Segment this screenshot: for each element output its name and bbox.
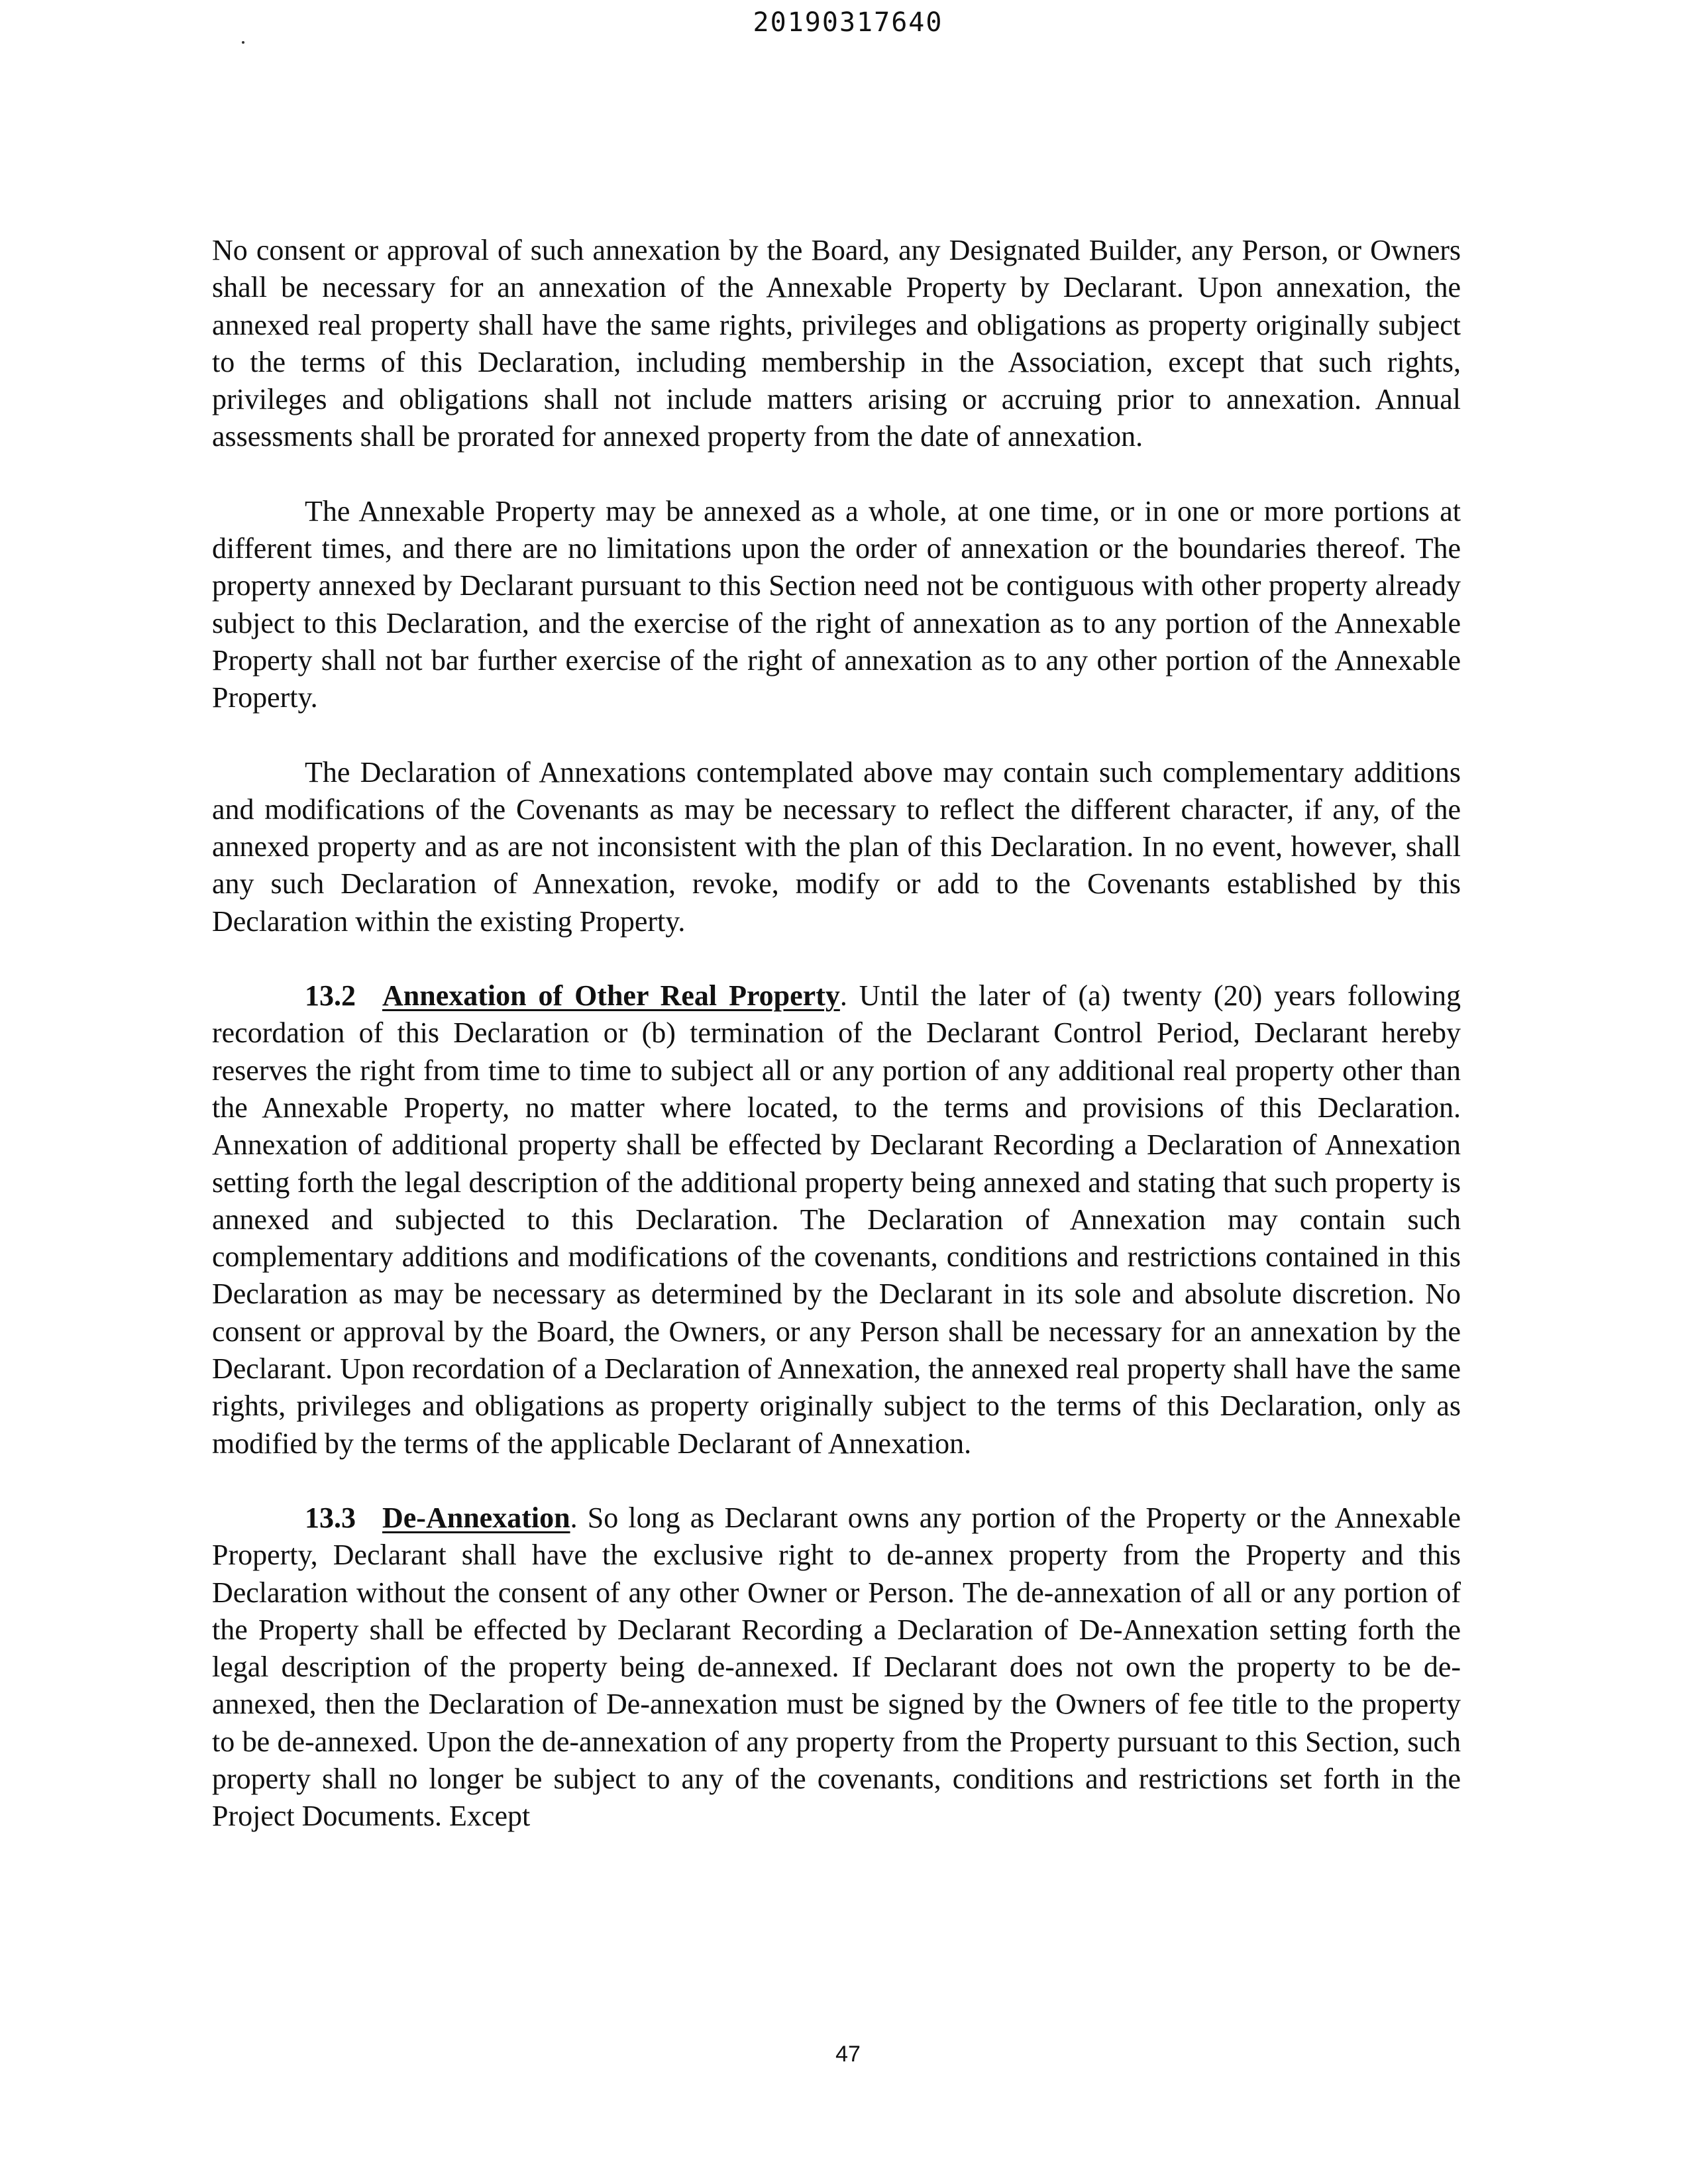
paragraph-declaration-of-annexations: The Declaration of Annexations contemplated above may contain such complementary additions and modifications of the Covenants as may be necessary to reflect the different character, if any, of the annexed property and as are not inconsistent with the plan of this Declaration. In no event, however, shall any such Declaration of Annexation, revoke, modify or add to the Covenants established by this Declaration within the existing Property. bbox=[212, 755, 1461, 938]
section-13-3-number: 13.3 bbox=[305, 1501, 356, 1534]
document-number: 20190317640 bbox=[753, 7, 943, 38]
page-number: 47 bbox=[835, 2042, 861, 2067]
paragraph-annexation-consent: No consent or approval of such annexation by the Board, any Designated Builder, any Person, or Owners shall be necessary for an annexation of the Annexable Property by Declarant. Upon annexation, the annexed real property shall have the same rights, privileges and obligations as property originally subject to the terms of this Declaration, including membership in the Association, except that such rights, privileges and obligations shall not include matters arising or accruing prior to annexation. Annual assessments shall be prorated for annexed property from the date of annexation. bbox=[212, 234, 1461, 453]
section-13-2-title: Annexation of Other Real Property bbox=[382, 979, 840, 1012]
section-13-2 bbox=[212, 977, 1461, 1462]
section-13-2-text: . Until the later of (a) twenty (20) years following recordation of this Declaration or (b) termination of the Declarant Control Period, Declarant hereby reserves the right from time to time to subject all or any portion of any additional real property other than the Annexable Property, no matter where located, to the terms and provisions of this Declaration. Annexation of additional property shall be effected by Declarant Recording a Declaration of Annexation setting forth the legal description of the additional property being annexed and stating that such property is annexed and subjected to this Declaration. The Declaration of Annexation may contain such complementary additions and modifications of the covenants, conditions and restrictions contained in this Declaration as may be necessary as determined by the Declarant in its sole and absolute discretion. No consent or approval by the Board, the Owners, or any Person shall be necessary for an annexation by the Declarant. Upon recordation of a Declaration of Annexation, the annexed real property shall have the same rights, privileges and obligations as property originally subject to the terms of this Declaration, only as modified by the terms of the applicable Declarant of Annexation. bbox=[212, 979, 1461, 1460]
section-13-3-text: . So long as Declarant owns any portion of the Property or the Annexable Property, Declarant shall have the exclusive right to de-annex property from the Property and this Declaration without the consent of any other Owner or Person. The de-annexation of all or any portion of the Property shall be effected by Declarant Recording a Declaration of De-Annexation setting forth the legal description of the property being de-annexed. If Declarant does not own the property to be de-annexed, then the Declaration of De-annexation must be signed by the Owners of fee title to the property to be de-annexed. Upon the de-annexation of any property from the Property pursuant to this Section, such property shall no longer be subject to any of the covenants, conditions and restrictions set forth in the Project Documents. Except bbox=[212, 1501, 1461, 1833]
document-body bbox=[212, 232, 1461, 1873]
section-13-3-title: De-Annexation bbox=[382, 1501, 570, 1534]
section-13-2-number: 13.2 bbox=[305, 979, 356, 1012]
paragraph-annexable-portions: The Annexable Property may be annexed as a whole, at one time, or in one or more portions at different times, and there are no limitations upon the order of annexation or the boundaries thereof. The property annexed by Declarant pursuant to this Section need not be contiguous with other property already subject to this Declaration, and the exercise of the right of annexation as to any portion of the Annexable Property shall not bar further exercise of the right of annexation as to any other portion of the Annexable Property. bbox=[212, 494, 1461, 714]
section-13-3 bbox=[212, 1500, 1461, 1835]
scan-speck bbox=[242, 41, 244, 44]
